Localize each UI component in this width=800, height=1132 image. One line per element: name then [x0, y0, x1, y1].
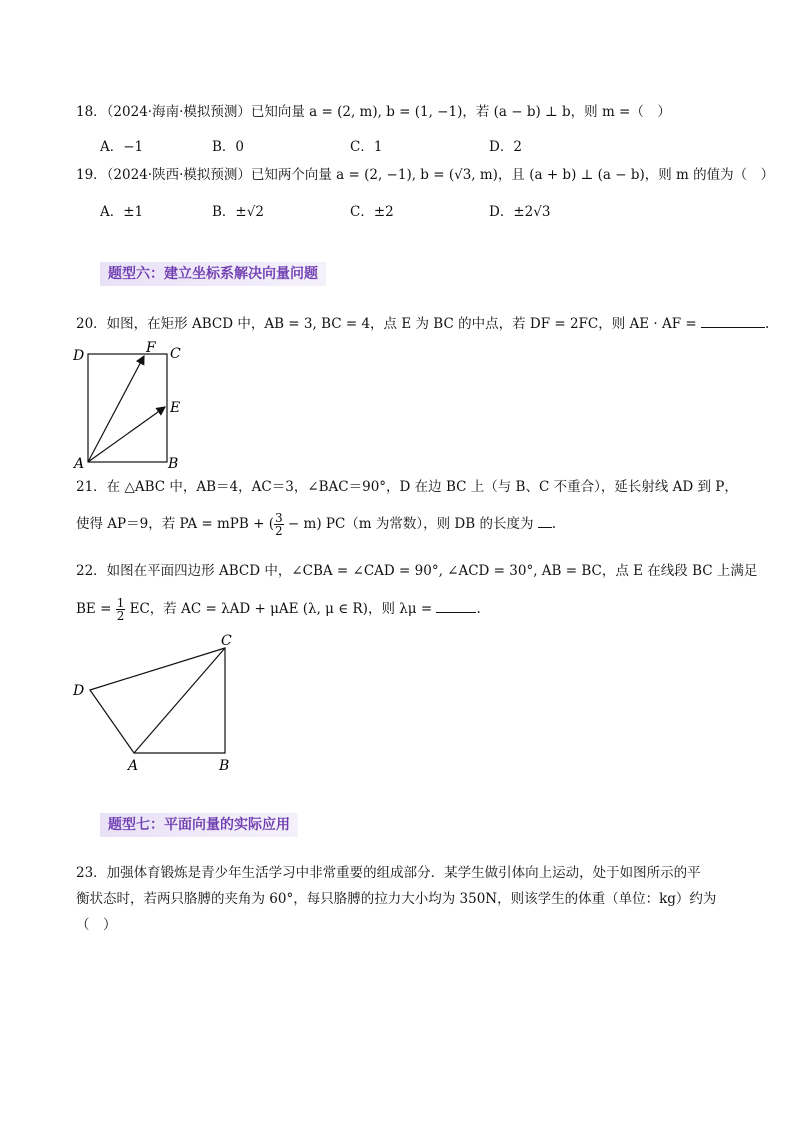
section-heading-6: 题型六：建立坐标系解决向量问题: [100, 262, 326, 286]
label-f: F: [146, 340, 156, 356]
label-b: B: [219, 758, 230, 774]
q22-text-post: EC，若 AC = λAD + μAE (λ, μ ∈ R)，则 λμ =: [129, 601, 433, 617]
q18-option-c[interactable]: C．1: [350, 139, 383, 155]
q18-option-d[interactable]: D．2: [489, 139, 522, 155]
label-d: D: [73, 683, 85, 699]
q22-text-pre: BE =: [76, 601, 112, 617]
label-b: B: [168, 456, 179, 472]
q19-option-c[interactable]: C．±2: [350, 204, 394, 220]
q20-text: 20．如图，在矩形 ABCD 中，AB = 3, BC = 4，点 E 为 BC 的中点，若 DF = 2FC，则 AE · AF =: [76, 316, 697, 332]
q19-option-a[interactable]: A．±1: [100, 204, 144, 220]
question-19-stem: 19．（2024·陕西·模拟预测）已知两个向量 a = (2, −1), b = (√3, m)，且 (a + b) ⊥ (a − b)，则 m 的值为（ ）: [76, 167, 775, 183]
label-e: E: [170, 400, 181, 416]
label-a: A: [74, 456, 85, 472]
q20-rectangle-figure: [70, 340, 190, 475]
q21-text-post: − m) PC（m 为常数），则 DB 的长度为: [287, 516, 534, 532]
question-23-line-1: 23．加强体育锻炼是青少年生活学习中非常重要的组成部分．某学生做引体向上运动，处于如图所示的平: [76, 865, 701, 881]
q21-text-pre: 使得 AP＝9，若 PA = mPB +: [76, 516, 265, 532]
q21-answer-blank[interactable]: [538, 515, 552, 528]
quadrilateral-abcd: [90, 648, 225, 753]
question-23-line-3: （ ）: [76, 917, 117, 933]
question-20-stem: 20．如图，在矩形 ABCD 中，AB = 3, BC = 4，点 E 为 BC 的中点，若 DF = 2FC，则 AE · AF = .: [76, 316, 770, 332]
q18-option-b[interactable]: B．0: [212, 139, 245, 155]
q22-answer-blank[interactable]: [436, 600, 476, 613]
q22-quadrilateral-figure: [70, 632, 250, 777]
vector-af: [88, 356, 144, 462]
diagonal-ac: [134, 648, 225, 753]
q18-option-a[interactable]: A．−1: [100, 139, 144, 155]
rectangle-abcd: [88, 354, 167, 462]
q20-answer-blank[interactable]: [701, 315, 765, 328]
question-21-line-2: 使得 AP＝9，若 PA = mPB + ( $\frac{3}{2}$ − m) PC（m 为常数），则 DB 的长度为 .: [76, 511, 557, 538]
q21-fraction: $\frac{3}{2}$: [274, 511, 283, 538]
label-c: C: [221, 633, 232, 649]
question-18-stem: 18．（2024·海南·模拟预测）已知向量 a = (2, m), b = (1, −1)，若 (a − b) ⊥ b，则 m =（ ）: [76, 104, 671, 120]
question-22-line-2: BE = $\frac{1}{2}$ EC，若 AC = λAD + μAE (λ, μ ∈ R)，则 λμ = .: [76, 596, 481, 623]
vector-ae: [88, 407, 165, 462]
q19-option-d[interactable]: D．±2√3: [489, 204, 551, 220]
q19-option-b[interactable]: B．±√2: [212, 204, 264, 220]
question-22-line-1: 22．如图在平面四边形 ABCD 中，∠CBA = ∠CAD = 90°, ∠ACD = 30°, AB = BC，点 E 在线段 BC 上满足: [76, 563, 758, 579]
question-23-line-2: 衡状态时，若两只胳膊的夹角为 60°，每只胳膊的拉力大小均为 350N，则该学生的体重（单位：kg）约为: [76, 891, 717, 907]
label-c: C: [170, 346, 181, 362]
label-d: D: [73, 348, 85, 364]
question-21-line-1: 21．在 △ABC 中，AB＝4，AC＝3，∠BAC＝90°，D 在边 BC 上（与 B、C 不重合），延长射线 AD 到 P，: [76, 479, 738, 495]
label-a: A: [128, 758, 139, 774]
section-heading-7: 题型七：平面向量的实际应用: [100, 813, 298, 837]
q22-fraction: $\frac{1}{2}$: [116, 596, 125, 623]
